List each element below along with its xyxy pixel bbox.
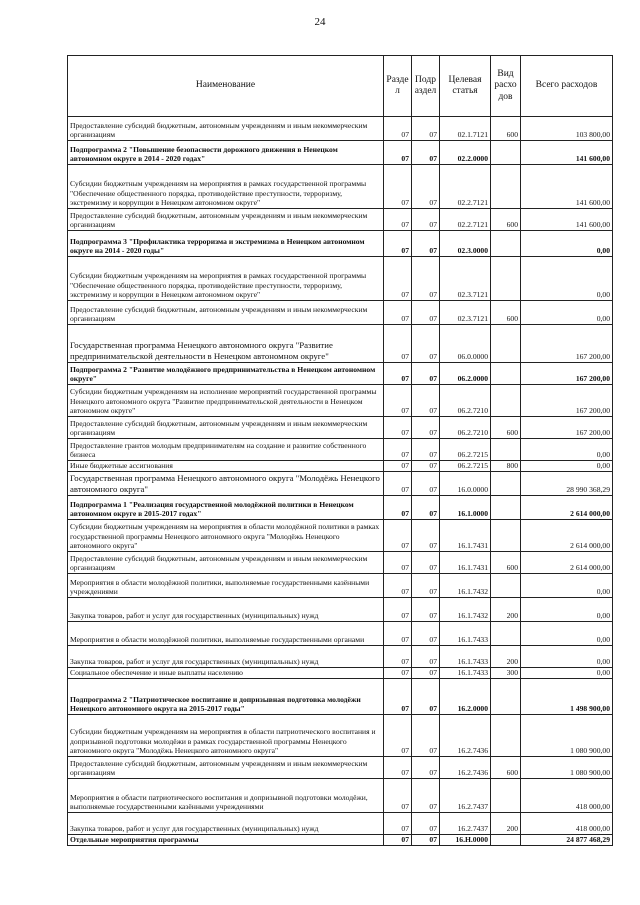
row-total: 2 614 000,00	[521, 552, 613, 574]
header-name: Наименование	[68, 56, 384, 117]
table-row	[68, 117, 613, 141]
row-razdel: 07	[384, 439, 412, 461]
row-podrazdel: 07	[412, 813, 440, 835]
row-name: Предоставление субсидий бюджетным, автономным учреждениям и иным некоммерческим организациям	[68, 552, 384, 574]
row-total: 141 600,00	[521, 141, 613, 165]
row-total: 0,00	[521, 257, 613, 301]
row-podrazdel: 07	[412, 574, 440, 598]
row-podrazdel: 07	[412, 679, 440, 715]
row-vid	[491, 574, 521, 598]
row-total: 0,00	[521, 231, 613, 257]
row-razdel: 07	[384, 165, 412, 209]
row-vid: 800	[491, 461, 521, 472]
row-razdel: 07	[384, 417, 412, 439]
table-row	[68, 835, 613, 846]
header-vid: Вид расхо дов	[491, 56, 521, 117]
row-razdel: 07	[384, 496, 412, 520]
row-vid	[491, 439, 521, 461]
row-razdel: 07	[384, 472, 412, 496]
row-name: Мероприятия в области молодёжной политики, выполняемые государственными казёнными учреждениями	[68, 574, 384, 598]
row-total: 24 877 468,29	[521, 835, 613, 846]
row-razdel: 07	[384, 835, 412, 846]
row-podrazdel: 07	[412, 520, 440, 552]
row-podrazdel: 07	[412, 141, 440, 165]
row-podrazdel: 07	[412, 835, 440, 846]
row-total: 1 080 900,00	[521, 715, 613, 757]
row-razdel: 07	[384, 385, 412, 417]
row-total: 418 000,00	[521, 779, 613, 813]
row-total: 2 614 000,00	[521, 520, 613, 552]
table-row	[68, 301, 613, 325]
row-razdel: 07	[384, 598, 412, 622]
row-vid	[491, 231, 521, 257]
row-name: Социальное обеспечение и иные выплаты населению	[68, 668, 384, 679]
row-razdel: 07	[384, 622, 412, 646]
row-podrazdel: 07	[412, 417, 440, 439]
table-row	[68, 496, 613, 520]
row-vid	[491, 385, 521, 417]
row-total: 0,00	[521, 439, 613, 461]
row-name: Подпрограмма 3 "Профилактика терроризма и экстремизма в Ненецком автономном округе на 2014 - 2020 годы"	[68, 231, 384, 257]
row-name: Предоставление субсидий бюджетным, автономным учреждениям и иным некоммерческим организациям	[68, 301, 384, 325]
row-name: Подпрограмма 2 "Повышение безопасности дорожного движения в Ненецком автономном округе в 2014 - 2020 годах"	[68, 141, 384, 165]
row-podrazdel: 07	[412, 165, 440, 209]
row-podrazdel: 07	[412, 757, 440, 779]
row-total: 103 800,00	[521, 117, 613, 141]
header-target: Целевая статья	[440, 56, 491, 117]
row-target: 16.2.7437	[440, 779, 491, 813]
row-name: Мероприятия в области патриотического воспитания и допризывной подготовки молодёжи, выполняемые государственными казёнными учреждениями	[68, 779, 384, 813]
row-vid	[491, 363, 521, 385]
row-target: 16.1.7433	[440, 646, 491, 668]
row-vid: 200	[491, 646, 521, 668]
header-podrazdel: Подр аздел	[412, 56, 440, 117]
row-name: Отдельные мероприятия программы	[68, 835, 384, 846]
row-name: Предоставление субсидий бюджетным, автономным учреждениям и иным некоммерческим организациям	[68, 209, 384, 231]
row-podrazdel: 07	[412, 439, 440, 461]
row-target: 06.2.7215	[440, 439, 491, 461]
row-razdel: 07	[384, 679, 412, 715]
row-name: Предоставление субсидий бюджетным, автономным учреждениям и иным некоммерческим организациям	[68, 417, 384, 439]
row-target: 16.1.7433	[440, 668, 491, 679]
row-target: 02.3.0000	[440, 231, 491, 257]
row-vid: 600	[491, 757, 521, 779]
row-razdel: 07	[384, 757, 412, 779]
row-podrazdel: 07	[412, 472, 440, 496]
row-razdel: 07	[384, 231, 412, 257]
row-name: Подпрограмма 2 "Развитие молодёжного предпринимательства в Ненецком автономном округе"	[68, 363, 384, 385]
header-razdel: Разде л	[384, 56, 412, 117]
row-target: 16.1.7433	[440, 622, 491, 646]
row-podrazdel: 07	[412, 622, 440, 646]
row-podrazdel: 07	[412, 461, 440, 472]
row-target: 06.0.0000	[440, 325, 491, 363]
row-total: 0,00	[521, 301, 613, 325]
row-total: 0,00	[521, 461, 613, 472]
row-razdel: 07	[384, 813, 412, 835]
row-target: 02.3.7121	[440, 257, 491, 301]
row-target: 16.1.0000	[440, 496, 491, 520]
row-razdel: 07	[384, 363, 412, 385]
row-total: 141 600,00	[521, 209, 613, 231]
table-row	[68, 646, 613, 668]
row-name: Государственная программа Ненецкого автономного округа "Молодёжь Ненецкого автономного округа"	[68, 472, 384, 496]
row-podrazdel: 07	[412, 257, 440, 301]
row-target: 16.1.7431	[440, 520, 491, 552]
row-vid	[491, 496, 521, 520]
row-vid	[491, 141, 521, 165]
row-vid	[491, 472, 521, 496]
row-podrazdel: 07	[412, 779, 440, 813]
row-razdel: 07	[384, 117, 412, 141]
table-row	[68, 520, 613, 552]
table-row	[68, 574, 613, 598]
table-row	[68, 363, 613, 385]
row-vid	[491, 835, 521, 846]
row-podrazdel: 07	[412, 209, 440, 231]
row-vid: 200	[491, 813, 521, 835]
row-vid: 600	[491, 301, 521, 325]
row-podrazdel: 07	[412, 668, 440, 679]
row-target: 16.2.0000	[440, 679, 491, 715]
row-podrazdel: 07	[412, 363, 440, 385]
row-podrazdel: 07	[412, 231, 440, 257]
table-row	[68, 439, 613, 461]
row-name: Государственная программа Ненецкого автономного округа "Развитие предпринимательской деятельности в Ненецком автономном округе"	[68, 325, 384, 363]
row-target: 06.2.7210	[440, 417, 491, 439]
row-razdel: 07	[384, 552, 412, 574]
row-razdel: 07	[384, 325, 412, 363]
row-razdel: 07	[384, 257, 412, 301]
row-target: 16.1.7431	[440, 552, 491, 574]
row-name: Предоставление субсидий бюджетным, автономным учреждениям и иным некоммерческим организациям	[68, 117, 384, 141]
header-total: Всего расходов	[521, 56, 613, 117]
row-vid	[491, 622, 521, 646]
row-razdel: 07	[384, 209, 412, 231]
row-total: 418 000,00	[521, 813, 613, 835]
row-target: 02.1.7121	[440, 117, 491, 141]
row-razdel: 07	[384, 301, 412, 325]
row-target: 16.2.7437	[440, 813, 491, 835]
row-total: 1 080 900,00	[521, 757, 613, 779]
row-podrazdel: 07	[412, 715, 440, 757]
row-name: Субсидии бюджетным учреждениям на мероприятия в области патриотического воспитания и допризывной подготовки молодёжи в рамках государственной программы Ненецкого автономного округа "Молодёжь Ненецкого автономного округа"	[68, 715, 384, 757]
row-razdel: 07	[384, 520, 412, 552]
row-target: 02.2.0000	[440, 141, 491, 165]
table-row	[68, 165, 613, 209]
table-row	[68, 472, 613, 496]
row-total: 141 600,00	[521, 165, 613, 209]
row-podrazdel: 07	[412, 598, 440, 622]
row-total: 0,00	[521, 668, 613, 679]
table-row	[68, 209, 613, 231]
table-row	[68, 257, 613, 301]
row-target: 06.2.0000	[440, 363, 491, 385]
row-target: 16.2.7436	[440, 757, 491, 779]
row-razdel: 07	[384, 461, 412, 472]
table-row	[68, 141, 613, 165]
table-row	[68, 622, 613, 646]
row-name: Закупка товаров, работ и услуг для государственных (муниципальных) нужд	[68, 813, 384, 835]
row-target: 02.3.7121	[440, 301, 491, 325]
table-row	[68, 552, 613, 574]
row-name: Субсидии бюджетным учреждениям на мероприятия в рамках государственной программы "Обеспечение общественного порядка, противодействие преступности, терроризму, экстремизму и коррупции в Ненецком автономном округе"	[68, 165, 384, 209]
row-razdel: 07	[384, 574, 412, 598]
row-total: 0,00	[521, 598, 613, 622]
table-row	[68, 668, 613, 679]
row-target: 16.1.7432	[440, 598, 491, 622]
row-vid	[491, 325, 521, 363]
row-podrazdel: 07	[412, 301, 440, 325]
table-row	[68, 813, 613, 835]
row-name: Предоставление субсидий бюджетным, автономным учреждениям и иным некоммерческим организациям	[68, 757, 384, 779]
row-name: Закупка товаров, работ и услуг для государственных (муниципальных) нужд	[68, 598, 384, 622]
row-podrazdel: 07	[412, 117, 440, 141]
row-target: 02.2.7121	[440, 209, 491, 231]
row-name: Иные бюджетные ассигнования	[68, 461, 384, 472]
row-razdel: 07	[384, 141, 412, 165]
row-vid: 600	[491, 117, 521, 141]
row-podrazdel: 07	[412, 385, 440, 417]
row-vid	[491, 779, 521, 813]
row-vid	[491, 257, 521, 301]
row-podrazdel: 07	[412, 496, 440, 520]
row-total: 167 200,00	[521, 385, 613, 417]
table-row	[68, 779, 613, 813]
row-razdel: 07	[384, 646, 412, 668]
row-vid: 600	[491, 209, 521, 231]
row-vid	[491, 679, 521, 715]
row-name: Субсидии бюджетным учреждениям на исполнение мероприятий государственной программы Ненецкого автономного округа "Развитие предпринимательской деятельности в Ненецком автономном округе"	[68, 385, 384, 417]
row-target: 02.2.7121	[440, 165, 491, 209]
row-podrazdel: 07	[412, 325, 440, 363]
row-name: Подпрограмма 1 "Реализация государственной молодёжной политики в Ненецком автономном округе в 2015-2017 годах"	[68, 496, 384, 520]
row-total: 0,00	[521, 574, 613, 598]
row-vid: 300	[491, 668, 521, 679]
row-target: 06.2.7210	[440, 385, 491, 417]
row-target: 16.1.7432	[440, 574, 491, 598]
row-podrazdel: 07	[412, 552, 440, 574]
page-number: 24	[314, 16, 326, 28]
row-name: Предоставление грантов молодым предпринимателям на создание и развитие собственного бизнеса	[68, 439, 384, 461]
row-vid: 600	[491, 552, 521, 574]
table-row	[68, 715, 613, 757]
row-total: 2 614 000,00	[521, 496, 613, 520]
table-row	[68, 385, 613, 417]
row-razdel: 07	[384, 715, 412, 757]
row-name: Подпрограмма 2 "Патриотическое воспитание и допризывная подготовка молодёжи Ненецкого автономного округа на 2015-2017 годы"	[68, 679, 384, 715]
row-total: 167 200,00	[521, 363, 613, 385]
row-total: 0,00	[521, 622, 613, 646]
row-total: 167 200,00	[521, 325, 613, 363]
row-vid: 600	[491, 417, 521, 439]
table-row	[68, 598, 613, 622]
row-target: 06.2.7215	[440, 461, 491, 472]
row-razdel: 07	[384, 779, 412, 813]
row-vid	[491, 715, 521, 757]
row-name: Субсидии бюджетным учреждениям на мероприятия в рамках государственной программы "Обеспечение общественного порядка, противодействие преступности, терроризму, экстремизму и коррупции в Ненецком автономном округе"	[68, 257, 384, 301]
table-row	[68, 757, 613, 779]
row-target: 16.Н.0000	[440, 835, 491, 846]
row-vid	[491, 520, 521, 552]
row-total: 0,00	[521, 646, 613, 668]
budget-table	[67, 55, 613, 846]
table-row	[68, 231, 613, 257]
table-row	[68, 417, 613, 439]
row-target: 16.0.0000	[440, 472, 491, 496]
row-name: Субсидии бюджетным учреждениям на мероприятия в области молодёжной политики в рамках государственной программы Ненецкого автономного округа "Молодёжь Ненецкого автономного округа"	[68, 520, 384, 552]
row-podrazdel: 07	[412, 646, 440, 668]
row-total: 1 498 900,00	[521, 679, 613, 715]
row-vid: 200	[491, 598, 521, 622]
table-row	[68, 679, 613, 715]
row-razdel: 07	[384, 668, 412, 679]
row-vid	[491, 165, 521, 209]
row-name: Мероприятия в области молодёжной политики, выполняемые государственными органами	[68, 622, 384, 646]
row-name: Закупка товаров, работ и услуг для государственных (муниципальных) нужд	[68, 646, 384, 668]
row-target: 16.2.7436	[440, 715, 491, 757]
table-row	[68, 325, 613, 363]
row-total: 28 990 368,29	[521, 472, 613, 496]
row-total: 167 200,00	[521, 417, 613, 439]
table-row	[68, 461, 613, 472]
table-header-row	[68, 56, 613, 117]
